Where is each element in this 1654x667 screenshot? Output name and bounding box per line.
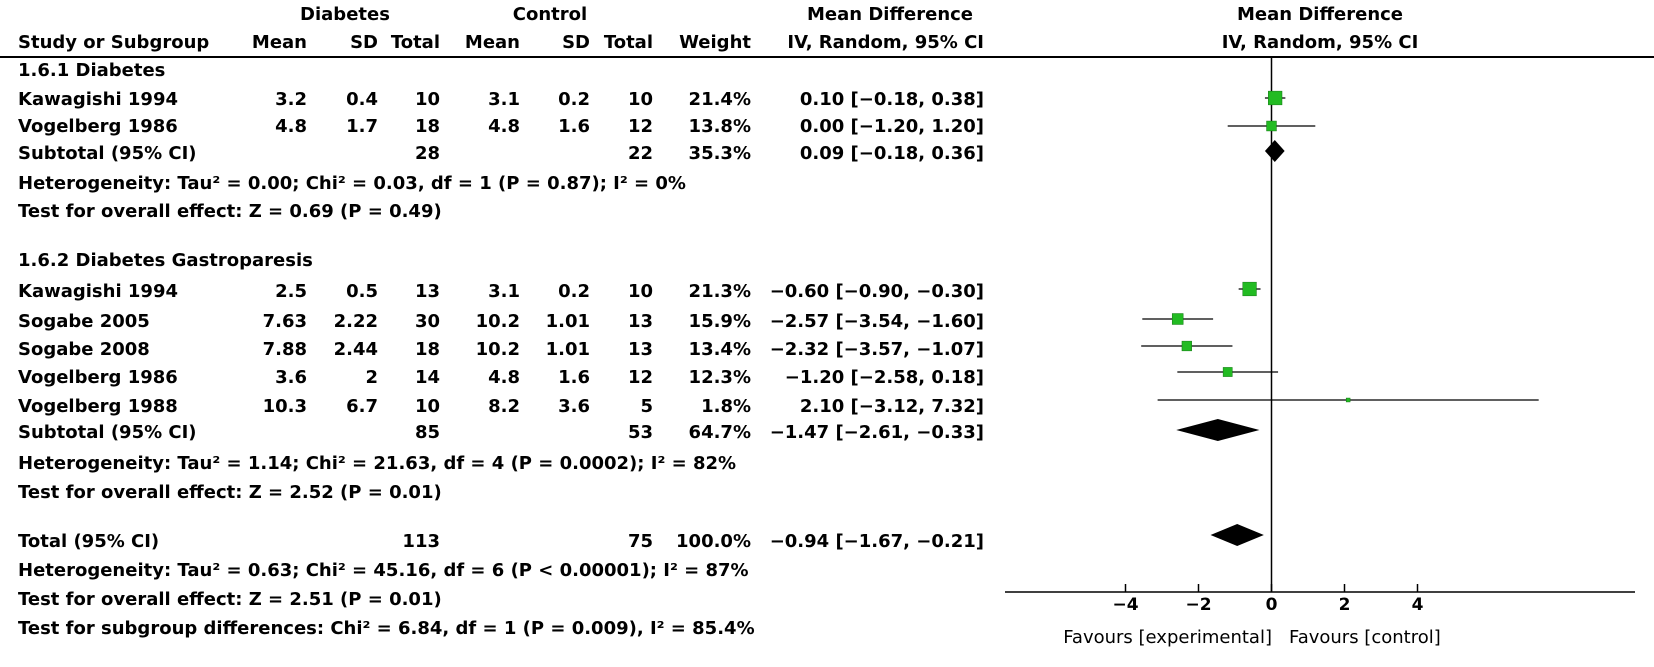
x-axis-tick-label: −4 xyxy=(1112,595,1139,615)
heterogeneity-text: Heterogeneity: Tau² = 0.00; Chi² = 0.03, df = 1 (P = 0.87); I² = 0% xyxy=(18,173,686,194)
sd2: 1.01 xyxy=(545,339,590,360)
total-weight: 100.0% xyxy=(676,531,751,552)
group1-header: Diabetes xyxy=(300,4,390,25)
study-col-header: Study or Subgroup xyxy=(18,32,210,53)
pooled-diamond xyxy=(1176,419,1259,441)
total-overall-effect-text: Test for overall effect: Z = 2.51 (P = 0.01) xyxy=(18,589,442,610)
sd1: 6.7 xyxy=(346,396,378,417)
x-axis-tick-label: 4 xyxy=(1411,595,1424,615)
subtotal-total2: 53 xyxy=(627,422,653,443)
total2: 10 xyxy=(627,281,653,302)
total1: 18 xyxy=(414,116,440,137)
total2: 10 xyxy=(627,89,653,110)
mean1: 7.88 xyxy=(262,339,307,360)
mean1-header: Mean xyxy=(251,32,307,53)
overall-effect-text: Test for overall effect: Z = 2.52 (P = 0.01) xyxy=(18,482,442,503)
total-total2: 75 xyxy=(627,531,653,552)
mean2: 3.1 xyxy=(488,281,520,302)
favours-right-label: Favours [control] xyxy=(1289,627,1441,648)
heterogeneity-text: Heterogeneity: Tau² = 1.14; Chi² = 21.63, df = 4 (P = 0.0002); I² = 82% xyxy=(18,453,737,474)
study-name: Sogabe 2008 xyxy=(18,339,150,360)
plot-title: Mean Difference xyxy=(1236,4,1404,25)
total-ci: −0.94 [−1.67, −0.21] xyxy=(769,531,984,552)
subtotal-ci: −1.47 [−2.61, −0.33] xyxy=(769,422,984,443)
subtotal-weight: 35.3% xyxy=(688,143,751,164)
total-label: Total (95% CI) xyxy=(18,531,160,552)
ci: 0.10 [−0.18, 0.38] xyxy=(799,89,984,110)
total1-header: Total xyxy=(390,32,440,53)
sd2: 0.2 xyxy=(558,89,590,110)
study-name: Kawagishi 1994 xyxy=(18,89,178,110)
sd2: 1.6 xyxy=(558,116,590,137)
pooled-diamond xyxy=(1265,140,1285,162)
group2-header: Control xyxy=(512,4,588,25)
sd2: 0.2 xyxy=(558,281,590,302)
subtotal-total2: 22 xyxy=(627,143,653,164)
subtotal-label: Subtotal (95% CI) xyxy=(18,143,197,164)
weight: 13.8% xyxy=(688,116,751,137)
effect-title: Mean Difference xyxy=(806,4,974,25)
study-point xyxy=(1182,341,1192,351)
weight: 1.8% xyxy=(701,396,751,417)
sd1: 2.44 xyxy=(333,339,378,360)
mean1: 4.8 xyxy=(275,116,307,137)
study-point xyxy=(1172,314,1183,325)
x-axis-tick-label: 0 xyxy=(1265,595,1278,615)
study-name: Vogelberg 1986 xyxy=(18,116,178,137)
subtotal-label: Subtotal (95% CI) xyxy=(18,422,197,443)
study-point xyxy=(1223,367,1232,376)
mean1: 10.3 xyxy=(262,396,307,417)
weight: 12.3% xyxy=(688,367,751,388)
ci: −2.57 [−3.54, −1.60] xyxy=(769,311,984,332)
total-total1: 113 xyxy=(402,531,440,552)
study-point xyxy=(1243,282,1257,296)
mean2: 4.8 xyxy=(488,116,520,137)
subtotal-weight: 64.7% xyxy=(688,422,751,443)
total2-header: Total xyxy=(603,32,653,53)
weight: 21.3% xyxy=(688,281,751,302)
total1: 14 xyxy=(414,367,440,388)
weight-header: Weight xyxy=(679,32,751,53)
study-name: Sogabe 2005 xyxy=(18,311,150,332)
total1: 10 xyxy=(414,89,440,110)
pooled-diamond xyxy=(1211,524,1264,546)
mean1: 7.63 xyxy=(262,311,307,332)
ci: −0.60 [−0.90, −0.30] xyxy=(769,281,984,302)
sd1: 2 xyxy=(365,367,378,388)
sd1: 1.7 xyxy=(346,116,378,137)
x-axis-tick-label: 2 xyxy=(1338,595,1351,615)
total-heterogeneity-text: Heterogeneity: Tau² = 0.63; Chi² = 45.16, df = 6 (P < 0.00001); I² = 87% xyxy=(18,560,749,581)
mean2: 3.1 xyxy=(488,89,520,110)
sd2: 3.6 xyxy=(558,396,590,417)
study-point xyxy=(1346,398,1350,402)
total1: 13 xyxy=(414,281,440,302)
subtotal-total1: 85 xyxy=(414,422,440,443)
total2: 13 xyxy=(627,339,653,360)
total2: 13 xyxy=(627,311,653,332)
subgroup-title: 1.6.2 Diabetes Gastroparesis xyxy=(18,250,313,271)
total1: 10 xyxy=(414,396,440,417)
total2: 5 xyxy=(640,396,653,417)
overall-effect-text: Test for overall effect: Z = 0.69 (P = 0.49) xyxy=(18,201,442,222)
study-name: Vogelberg 1988 xyxy=(18,396,178,417)
study-point xyxy=(1268,91,1282,105)
sd1: 2.22 xyxy=(333,311,378,332)
ci: 2.10 [−3.12, 7.32] xyxy=(799,396,984,417)
subgroup-title: 1.6.1 Diabetes xyxy=(18,60,166,81)
sd1: 0.5 xyxy=(346,281,378,302)
mean2: 10.2 xyxy=(475,311,520,332)
ci: 0.00 [−1.20, 1.20] xyxy=(799,116,984,137)
total1: 30 xyxy=(414,311,440,332)
study-point xyxy=(1267,121,1277,131)
study-name: Vogelberg 1986 xyxy=(18,367,178,388)
favours-left-label: Favours [experimental] xyxy=(1063,627,1272,648)
ci: −1.20 [−2.58, 0.18] xyxy=(784,367,984,388)
mean1: 3.6 xyxy=(275,367,307,388)
sd2-header: SD xyxy=(562,32,590,53)
subtotal-ci: 0.09 [−0.18, 0.36] xyxy=(799,143,984,164)
x-axis-tick-label: −2 xyxy=(1185,595,1212,615)
ci: −2.32 [−3.57, −1.07] xyxy=(769,339,984,360)
mean2-header: Mean xyxy=(464,32,520,53)
weight: 15.9% xyxy=(688,311,751,332)
weight: 21.4% xyxy=(688,89,751,110)
sd2: 1.01 xyxy=(545,311,590,332)
sd2: 1.6 xyxy=(558,367,590,388)
mean2: 4.8 xyxy=(488,367,520,388)
total2: 12 xyxy=(627,367,653,388)
method-header: IV, Random, 95% CI xyxy=(787,32,984,53)
sd1-header: SD xyxy=(350,32,378,53)
subgroup-differences-text: Test for subgroup differences: Chi² = 6.84, df = 1 (P = 0.009), I² = 85.4% xyxy=(18,618,755,639)
mean2: 10.2 xyxy=(475,339,520,360)
total1: 18 xyxy=(414,339,440,360)
mean1: 3.2 xyxy=(275,89,307,110)
weight: 13.4% xyxy=(688,339,751,360)
mean1: 2.5 xyxy=(275,281,307,302)
plot-method-header: IV, Random, 95% CI xyxy=(1221,32,1419,53)
mean2: 8.2 xyxy=(488,396,520,417)
total2: 12 xyxy=(627,116,653,137)
study-name: Kawagishi 1994 xyxy=(18,281,178,302)
subtotal-total1: 28 xyxy=(414,143,440,164)
sd1: 0.4 xyxy=(346,89,378,110)
